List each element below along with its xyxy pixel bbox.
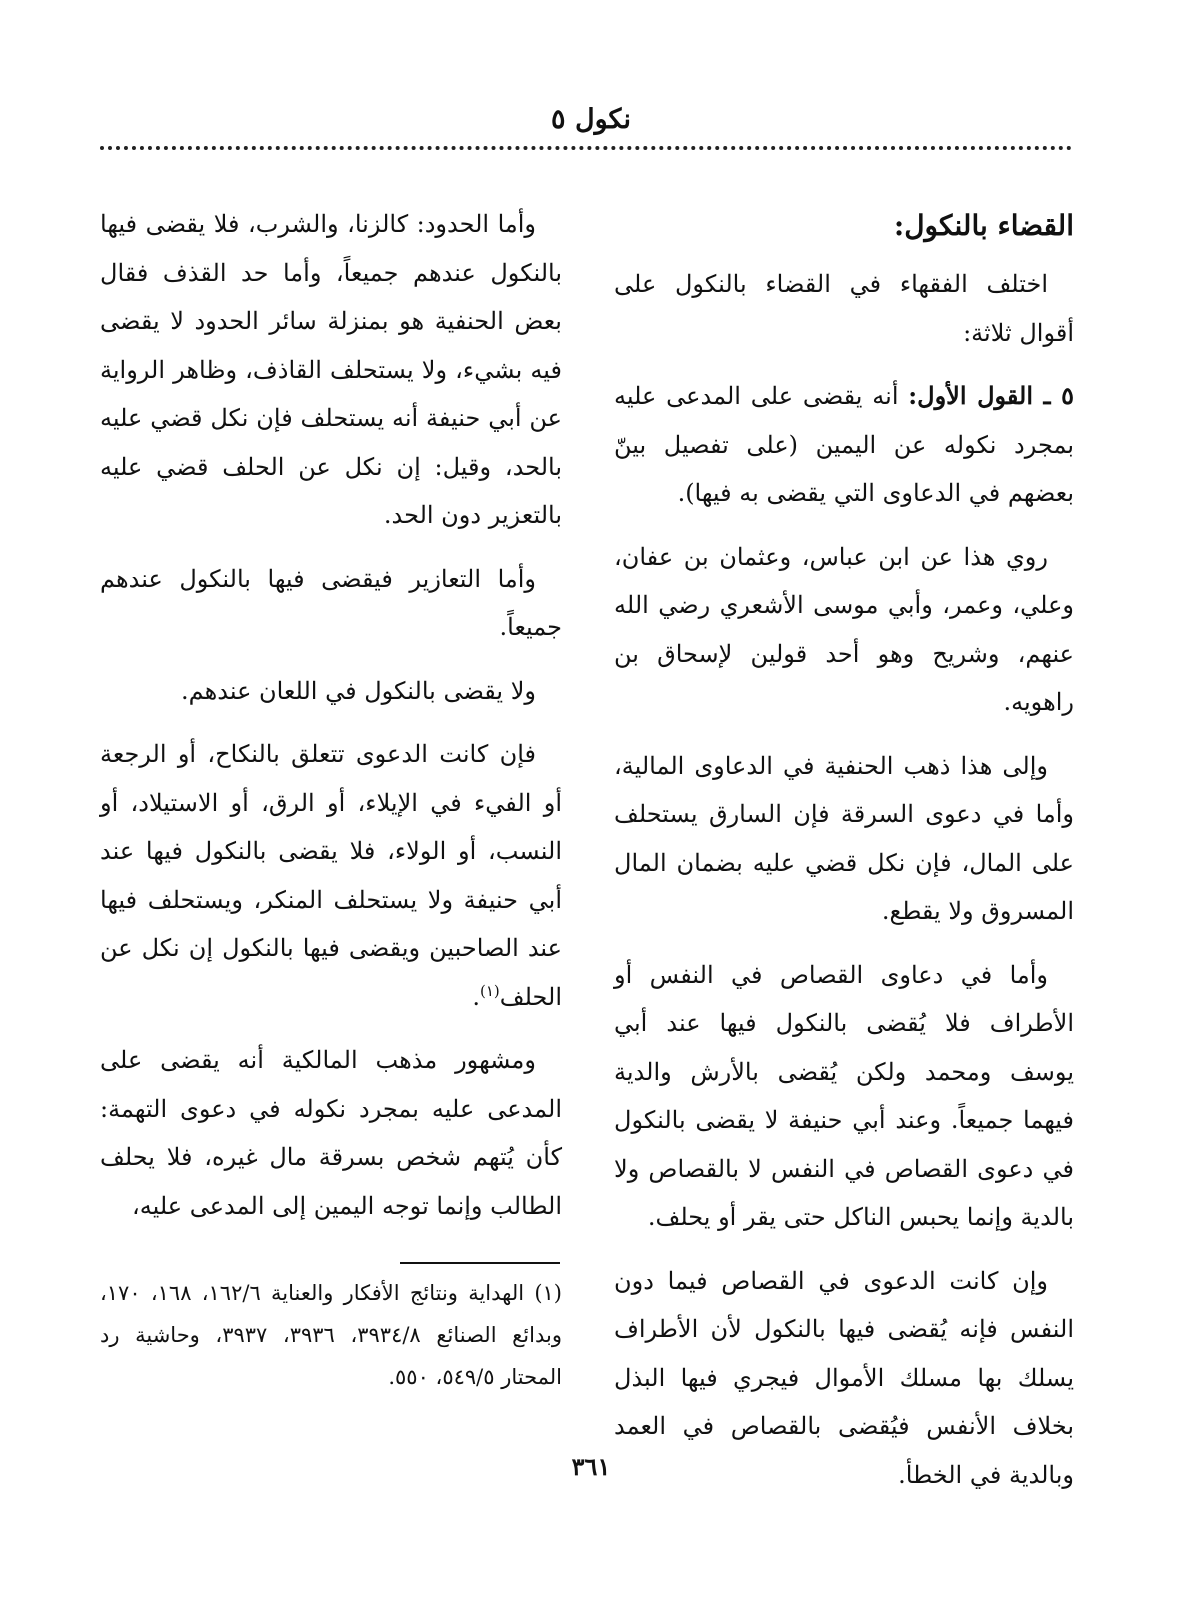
footnotes xyxy=(100,1272,562,1398)
opinion-heading: ٥ ـ القول الأول: xyxy=(908,381,1075,410)
footnote-separator xyxy=(400,1262,560,1264)
right-column xyxy=(614,200,1074,1514)
paragraph: وإلى هذا ذهب الحنفية في الدعاوى المالية، وأما في دعوى السرقة فإن السارق يستحلف على المال، فإن نكل قضي عليه بضمان المال المسروق ولا يقطع. xyxy=(614,751,1074,925)
page-number: ٣٦١ xyxy=(571,1452,611,1481)
header-dotted-rule xyxy=(100,146,1072,150)
running-title: نكول ٥ xyxy=(551,104,631,135)
paragraph: ولا يقضى بالنكول في اللعان عندهم. xyxy=(180,676,536,705)
paragraph: ومشهور مذهب المالكية أنه يقضى على المدعى عليه بمجرد نكوله في دعوى التهمة: كأن يُتهم شخص بسرقة مال غيره، فلا يحلف الطالب وإنما توجه اليمين إلى المدعى عليه، xyxy=(100,1046,562,1220)
footnote-reference: (١) xyxy=(479,981,500,1000)
left-column xyxy=(100,200,562,1245)
paragraph: اختلف الفقهاء في القضاء بالنكول على أقوال ثلاثة: xyxy=(614,270,1074,347)
paragraph-first-opinion xyxy=(614,372,1074,518)
paragraph: وأما التعازير فيقضى فيها بالنكول عندهم جميعاً. xyxy=(100,564,562,641)
paragraph: وأما الحدود: كالزنا، والشرب، فلا يقضى فيها بالنكول عندهم جميعاً، وأما حد القذف فقال بعض الحنفية هو بمنزلة سائر الحدود لا يقضى فيه بشيء، ولا يستحلف القاذف، وظاهر الرواية عن أبي حنيفة أنه يستحلف فإن نكل قضي عليه بالحد، وقيل: إن نكل عن الحلف قضي عليه بالتعزير دون الحد. xyxy=(100,210,562,529)
opinion-text: أنه يقضى على المدعى عليه بمجرد نكوله عن اليمين (على تفصيل بينّ بعضهم في الدعاوى التي يقضى به فيها). xyxy=(614,382,1074,507)
paragraph: وإن كانت الدعوى في القصاص فيما دون النفس فإنه يُقضى فيها بالنكول لأن الأطراف يسلك بها مسلك الأموال فيجري فيها البذل بخلاف الأنفس فيُقضى بالقصاص في العمد وبالدية في الخطأ. xyxy=(614,1266,1074,1489)
paragraph-with-footnote xyxy=(100,730,562,1021)
paragraph: وأما في دعاوى القصاص في النفس أو الأطراف فلا يُقضى بالنكول فيها عند أبي يوسف ومحمد ولكن يُقضى بالأرش والدية فيهما جميعاً. وعند أبي حنيفة لا يقضى بالنكول في دعوى القصاص في النفس لا بالقصاص ولا بالدية وإنما يحبس الناكل حتى يقر أو يحلف. xyxy=(614,960,1074,1231)
footnote-1: (١) الهداية ونتائج الأفكار والعناية ١٦٢/٦، ١٦٨، ١٧٠، وبدائع الصنائع ٣٩٣٤/٨، ٣٩٣٦، ٣٩٣٧، وحاشية رد المحتار ٥٤٩/٥، ٥٥٠. xyxy=(100,1281,562,1389)
paragraph: روي هذا عن ابن عباس، وعثمان بن عفان، وعلي، وعمر، وأبي موسى الأشعري رضي الله عنهم، وشريح وهو أحد قولين لإسحاق بن راهويه. xyxy=(614,542,1074,716)
section-title: القضاء بالنكول: xyxy=(893,209,1074,242)
paragraph-text: فإن كانت الدعوى تتعلق بالنكاح، أو الرجعة أو الفيء في الإيلاء، أو الرق، أو الاستيلاد، أو النسب، أو الولاء، فلا يقضى بالنكول فيها عند أبي حنيفة ولا يستحلف المنكر، ويستحلف فيها عند الصاحبين ويقضى فيها بالنكول إن نكل عن الحلف xyxy=(100,740,562,1011)
paragraph-end: . xyxy=(472,982,480,1011)
